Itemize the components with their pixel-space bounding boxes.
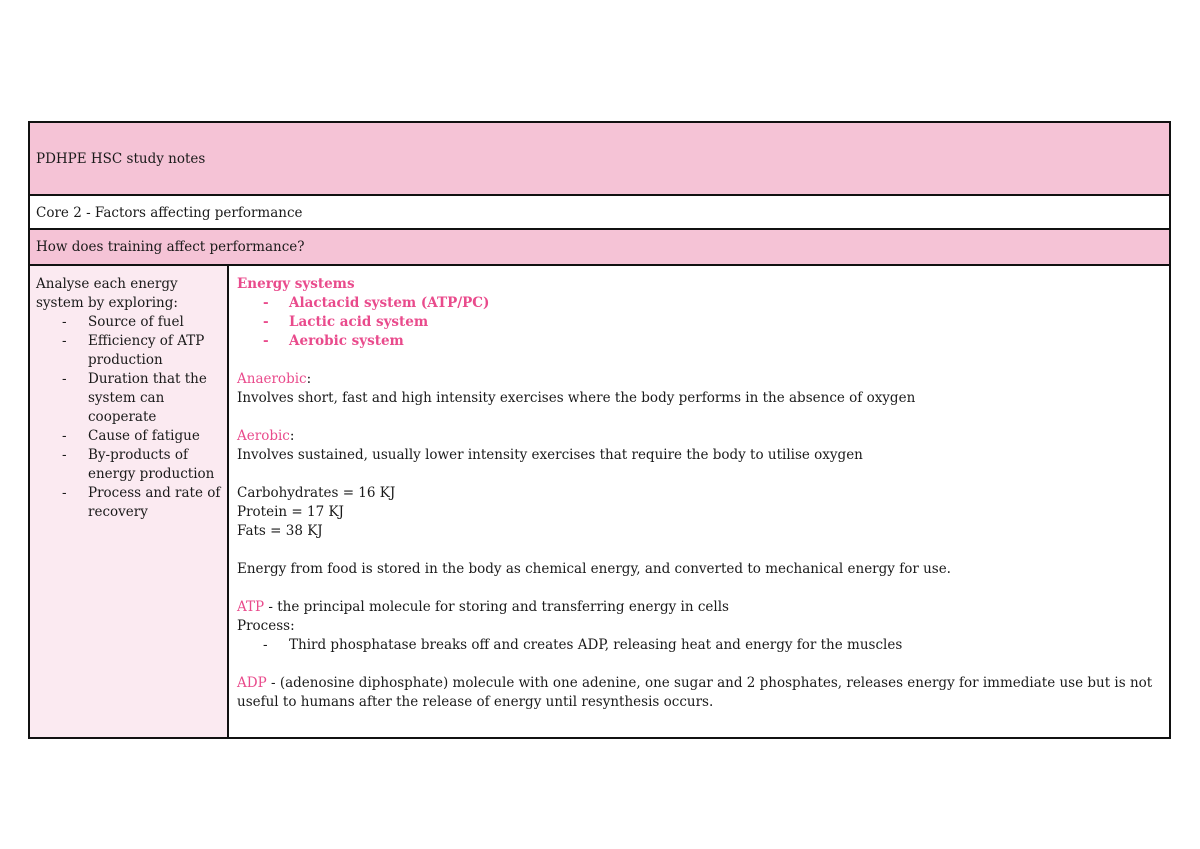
list-item: - Efficiency of ATP production: [36, 332, 227, 370]
fats-value: Fats = 38 KJ: [237, 523, 323, 539]
page-title: PDHPE HSC study notes: [36, 151, 206, 167]
atp-label: ATP: [237, 599, 265, 615]
list-item: - Duration that the system can cooperate: [36, 370, 227, 427]
body-row: [30, 266, 1169, 737]
title-row: [30, 123, 1169, 196]
list-item: - Third phosphatase breaks off and creates ADP, releasing heat and energy for the muscles: [237, 636, 1161, 655]
aerobic-heading: Aerobic:: [237, 428, 295, 444]
protein-value: Protein = 17 KJ: [237, 504, 344, 520]
core-row: [30, 196, 1169, 230]
aerobic-description: Involves sustained, usually lower intensity exercises that require the body to utilise oxygen: [237, 447, 863, 463]
energy-note: Energy from food is stored in the body as chemical energy, and converted to mechanical energy for use.: [237, 561, 951, 577]
list-item: - Cause of fatigue: [36, 427, 227, 446]
list-item: - Source of fuel: [36, 313, 227, 332]
atp-definition: ATP - the principal molecule for storing and transferring energy in cells: [237, 599, 729, 615]
anaerobic-heading: Anaerobic:: [237, 371, 312, 387]
list-item: - Aerobic system: [237, 332, 1161, 351]
carbohydrates-value: Carbohydrates = 16 KJ: [237, 485, 396, 501]
process-list: [237, 636, 1161, 655]
list-item: - By-products of energy production: [36, 446, 227, 484]
process-label: Process:: [237, 618, 295, 634]
list-item: - Alactacid system (ATP/PC): [237, 294, 1161, 313]
question-heading: How does training affect performance?: [36, 239, 305, 255]
core-heading: Core 2 - Factors affecting performance: [36, 205, 303, 221]
anaerobic-description: Involves short, fast and high intensity exercises where the body performs in the absence of oxygen: [237, 390, 916, 406]
adp-definition: ADP - (adenosine diphosphate) molecule with one adenine, one sugar and 2 phosphates, releases energy for immediate use but is not useful to humans after the release of energy until resynthesis occurs.: [237, 675, 1153, 710]
question-row: [30, 230, 1169, 266]
list-item: - Process and rate of recovery: [36, 484, 227, 522]
notes-column: [231, 266, 1169, 737]
syllabus-column: [30, 266, 229, 737]
list-item: - Lactic acid system: [237, 313, 1161, 332]
adp-label: ADP: [237, 675, 267, 691]
syllabus-intro: Analyse each energy system by exploring:: [36, 276, 178, 311]
energy-systems-heading: Energy systems: [237, 276, 355, 292]
energy-systems-list: [237, 294, 1161, 351]
syllabus-list: [36, 313, 227, 522]
notes-table: [28, 121, 1171, 739]
